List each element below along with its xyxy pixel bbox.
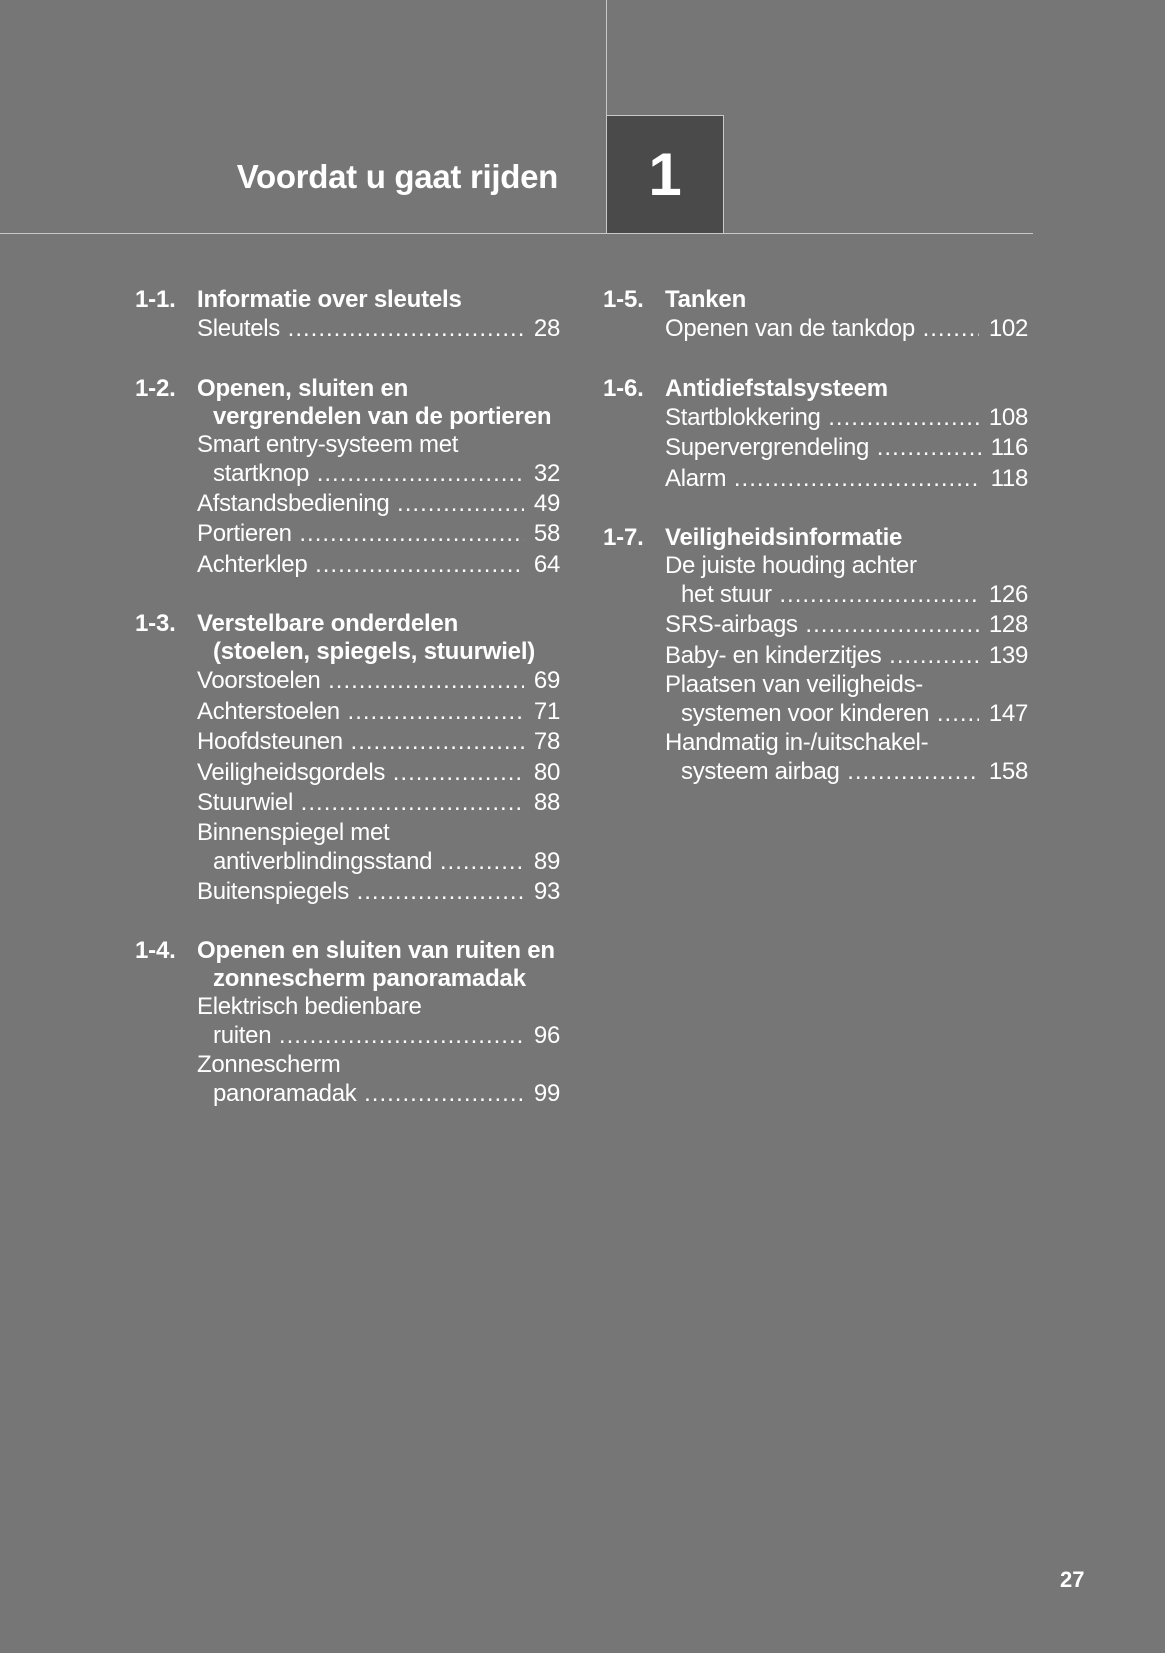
- entry-label: panoramadak .....: [213, 1079, 524, 1109]
- entry-page: 78: [533, 728, 560, 755]
- section-title: Veiligheidsinformatie: [665, 524, 903, 551]
- toc-entry[interactable]: [197, 666, 560, 697]
- section-heading[interactable]: [135, 610, 560, 666]
- toc-entry[interactable]: [197, 697, 560, 728]
- toc-entry[interactable]: [665, 610, 1028, 641]
- section-heading[interactable]: [603, 524, 1028, 552]
- entry-page: 58: [533, 520, 560, 547]
- entry-page: 128: [988, 611, 1028, 638]
- toc-entry-multiline[interactable]: [665, 671, 1028, 729]
- section-title: Antidiefstalsysteem: [665, 374, 888, 402]
- entry-page: 64: [533, 550, 560, 578]
- entry-label: Afstandsbediening .....: [197, 489, 524, 520]
- section-number: 1-4.: [135, 937, 176, 964]
- section-number: 1-1.: [135, 286, 176, 313]
- entry-page: 96: [533, 1022, 560, 1049]
- section-number: 1-2.: [135, 374, 176, 402]
- section-title: Openen en sluiten van ruiten en zonnescherm panoramadak: [197, 937, 555, 992]
- toc-entry[interactable]: [197, 1079, 560, 1109]
- section-heading[interactable]: [603, 375, 1028, 403]
- section-title: Informatie over sleutels: [197, 286, 462, 313]
- toc-entry[interactable]: [665, 433, 1028, 464]
- entry-page: 102: [988, 315, 1028, 342]
- toc-entry[interactable]: [197, 758, 560, 789]
- entry-label: Startblokkering .....: [665, 403, 979, 434]
- chapter-number: 1: [648, 141, 682, 208]
- entry-label: Buitenspiegels .....: [197, 877, 524, 908]
- entry-page: 99: [533, 1080, 560, 1107]
- entry-label-line1: Smart entry-systeem met: [197, 430, 459, 458]
- toc-entry-multiline[interactable]: [197, 819, 560, 877]
- section-title: Openen, sluiten en vergrendelen van de portieren: [197, 374, 552, 430]
- toc-entry[interactable]: [197, 788, 560, 819]
- section-title: Verstelbare onderdelen (stoelen, spiegels, stuurwiel): [197, 610, 536, 665]
- chapter-title: Voordat u gaat rijden: [236, 158, 558, 195]
- section-heading[interactable]: [135, 286, 560, 314]
- toc-entry[interactable]: [197, 314, 560, 345]
- toc-right-column: [603, 286, 1028, 817]
- entry-page: 89: [533, 847, 560, 875]
- toc-entry[interactable]: [665, 757, 1028, 787]
- toc-entry[interactable]: [665, 699, 1028, 729]
- toc-entry[interactable]: [197, 519, 560, 550]
- section-heading[interactable]: [135, 937, 560, 993]
- toc-entry[interactable]: [197, 847, 560, 877]
- toc-entry[interactable]: [197, 877, 560, 908]
- toc-entry-multiline[interactable]: [197, 1051, 560, 1109]
- entry-label: Alarm .....: [665, 464, 981, 495]
- toc-section: [135, 610, 560, 907]
- entry-page: 49: [533, 489, 560, 517]
- entry-label: Portieren .....: [197, 519, 524, 550]
- entry-page: 71: [533, 697, 560, 725]
- entry-label-line1: Zonnescherm: [197, 1051, 341, 1078]
- entry-label: Achterklep .....: [197, 550, 524, 581]
- entry-page: 118: [990, 464, 1028, 492]
- entry-page: 80: [533, 758, 560, 786]
- entry-label: systemen voor kinderen .....: [681, 699, 979, 729]
- entry-page: 93: [533, 877, 560, 905]
- toc-section: [603, 375, 1028, 495]
- section-number: 1-5.: [603, 286, 644, 313]
- toc-entry-multiline[interactable]: [197, 431, 560, 489]
- entry-label: Stuurwiel .....: [197, 788, 524, 819]
- toc-section: [603, 286, 1028, 345]
- toc-entry[interactable]: [665, 403, 1028, 434]
- toc-left-column: [135, 286, 560, 1139]
- entry-label-line1: Plaatsen van veiligheids-: [665, 671, 923, 698]
- toc-section: [135, 937, 560, 1109]
- section-number: 1-3.: [135, 610, 176, 637]
- section-heading[interactable]: [603, 286, 1028, 314]
- entry-label: Veiligheidsgordels .....: [197, 758, 524, 789]
- entry-page: 147: [988, 700, 1028, 727]
- toc-section: [135, 375, 560, 581]
- entry-label-line1: Handmatig in-/uitschakel-: [665, 729, 929, 756]
- toc-entry[interactable]: [665, 641, 1028, 672]
- entry-label: Voorstoelen .....: [197, 666, 524, 697]
- entry-label: Hoofdsteunen .....: [197, 727, 524, 758]
- toc-entry-multiline[interactable]: [197, 993, 560, 1051]
- toc-entry[interactable]: [197, 550, 560, 581]
- entry-page: 158: [988, 758, 1028, 785]
- entry-label: systeem airbag .....: [681, 757, 979, 787]
- section-heading[interactable]: [135, 375, 560, 431]
- toc-entry-multiline[interactable]: [665, 729, 1028, 787]
- entry-label: startknop .....: [213, 459, 524, 489]
- entry-label: Achterstoelen .....: [197, 697, 524, 728]
- entry-label: het stuur .....: [681, 580, 979, 610]
- header-vertical-rule: [606, 0, 607, 115]
- chapter-number-tab: [606, 115, 724, 233]
- entry-label-line1: Elektrisch bedienbare: [197, 993, 422, 1020]
- toc-section: [603, 524, 1028, 787]
- entry-page: 32: [533, 459, 560, 487]
- toc-entry[interactable]: [665, 580, 1028, 610]
- toc-entry[interactable]: [665, 314, 1028, 345]
- entry-label: Openen van de tankdop .....: [665, 314, 979, 345]
- toc-entry[interactable]: [197, 727, 560, 758]
- page-number: 27: [1060, 1567, 1085, 1592]
- entry-label: antiverblindingsstand .....: [213, 847, 524, 877]
- section-title: Tanken: [665, 286, 747, 313]
- toc-entry[interactable]: [197, 459, 560, 489]
- toc-entry[interactable]: [197, 1021, 560, 1051]
- toc-entry[interactable]: [197, 489, 560, 520]
- entry-label: ruiten .....: [213, 1021, 524, 1051]
- entry-page: 108: [988, 403, 1028, 431]
- entry-label: SRS-airbags .....: [665, 610, 979, 641]
- entry-page: 116: [990, 434, 1028, 461]
- toc-entry-multiline[interactable]: [665, 552, 1028, 610]
- section-number: 1-6.: [603, 374, 644, 402]
- entry-page: 28: [533, 315, 560, 342]
- entry-label-line1: Binnenspiegel met: [197, 818, 390, 846]
- entry-label: Sleutels .....: [197, 314, 524, 345]
- entry-page: 126: [988, 581, 1028, 608]
- entry-page: 139: [988, 641, 1028, 669]
- section-number: 1-7.: [603, 524, 644, 551]
- entry-page: 69: [533, 667, 560, 694]
- entry-label-line1: De juiste houding achter: [665, 552, 917, 579]
- entry-label: Supervergrendeling .....: [665, 433, 981, 464]
- entry-page: 88: [533, 789, 560, 816]
- toc-section: [135, 286, 560, 345]
- toc-entry[interactable]: [665, 464, 1028, 495]
- header-horizontal-rule: [0, 233, 1033, 234]
- entry-label: Baby- en kinderzitjes .....: [665, 641, 979, 672]
